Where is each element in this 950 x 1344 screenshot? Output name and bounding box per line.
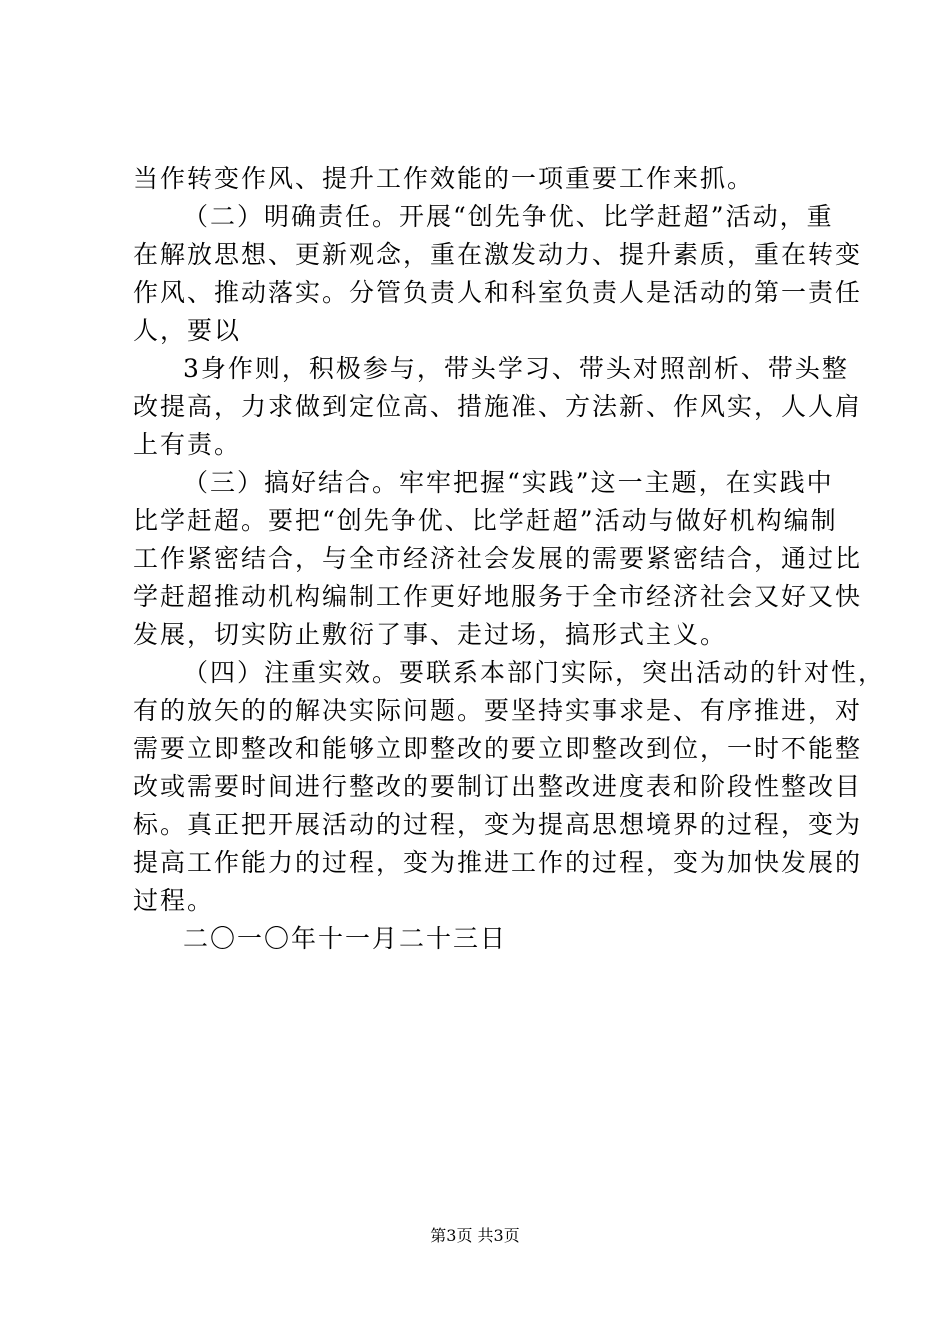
text-line: 过程。 xyxy=(133,886,215,915)
text-line: 改或需要时间进行整改的要制订出整改进度表和阶段性整改目 xyxy=(133,772,863,801)
text-line: 人，要以 xyxy=(133,316,242,345)
text-line: 在解放思想、更新观念，重在激发动力、提升素质，重在转变 xyxy=(133,240,863,269)
text-line: 比学赶超。要把“创先争优、比学赶超”活动与做好机构编制 xyxy=(133,506,838,535)
text-line: 当作转变作风、提升工作效能的一项重要工作来抓。 xyxy=(133,164,755,193)
document-body xyxy=(133,160,886,958)
text-line: 标。真正把开展活动的过程，变为提高思想境界的过程，变为 xyxy=(133,810,863,839)
text-line: 3身作则，积极参与，带头学习、带头对照剖析、带头整 xyxy=(183,354,849,383)
text-line: 学赶超推动机构编制工作更好地服务于全市经济社会又好又快 xyxy=(133,582,863,611)
text-line: 作风、推动落实。分管负责人和科室负责人是活动的第一责任 xyxy=(133,278,863,307)
text-line: 提高工作能力的过程，变为推进工作的过程，变为加快发展的 xyxy=(133,848,863,877)
text-line: （四）注重实效。要联系本部门实际，突出活动的针对性， xyxy=(183,658,886,687)
page-number-footer: 第3页 共3页 xyxy=(430,1226,520,1245)
text-line: 需要立即整改和能够立即整改的要立即整改到位，一时不能整 xyxy=(133,734,863,763)
text-line: 工作紧密结合，与全市经济社会发展的需要紧密结合，通过比 xyxy=(133,544,863,573)
text-line: 改提高，力求做到定位高、措施准、方法新、作风实，人人肩 xyxy=(133,392,863,421)
text-line: （三）搞好结合。牢牢把握“实践”这一主题，在实践中 xyxy=(183,468,834,497)
text-line: 上有责。 xyxy=(133,430,242,459)
date-line: 二〇一〇年十一月二十三日 xyxy=(183,924,508,953)
text-line: 发展，切实防止敷衍了事、走过场，搞形式主义。 xyxy=(133,620,728,649)
text-line: （二）明确责任。开展“创先争优、比学赶超”活动，重 xyxy=(183,202,834,231)
text-line: 有的放矢的的解决实际问题。要坚持实事求是、有序推进，对 xyxy=(133,696,863,725)
